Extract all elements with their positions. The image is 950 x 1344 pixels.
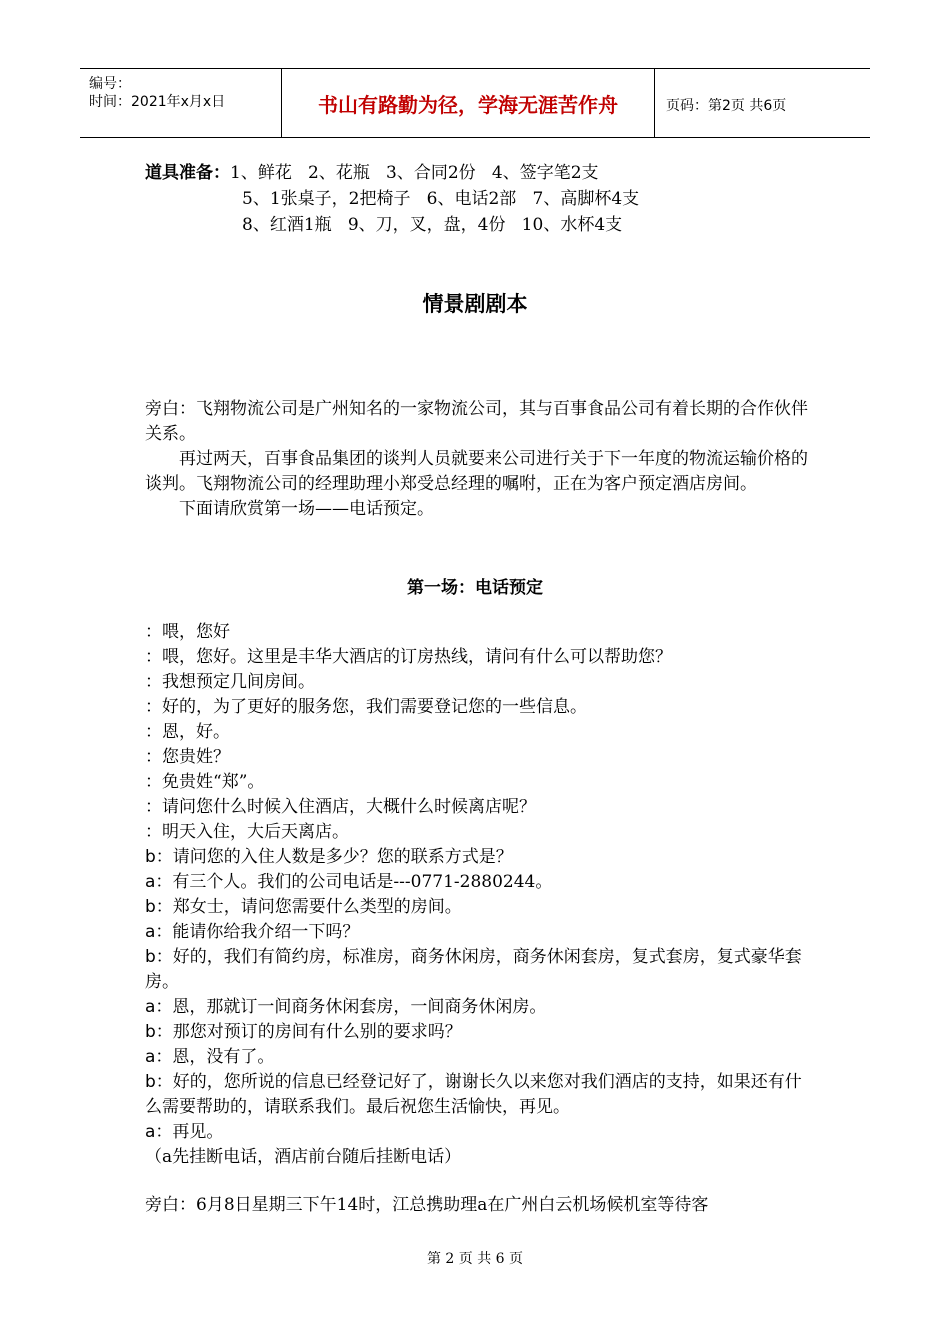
speaker-label: a (145, 997, 156, 1017)
intro-paragraph: 旁白：飞翔物流公司是广州知名的一家物流公司，其与百事食品公司有着长期的合作伙伴关系。 (145, 399, 808, 444)
dialog-text: ：那您对预订的房间有什么别的要求吗？ (155, 1022, 462, 1042)
intro-section (145, 397, 810, 522)
dialog-line (145, 1070, 810, 1120)
dialog-line (145, 1020, 810, 1045)
dialog-line (145, 895, 810, 920)
dialog-line (145, 945, 810, 995)
speaker-label: a (145, 872, 156, 892)
header-motto: 书山有路勤为径，学海无涯苦作舟 (318, 92, 618, 117)
header-meta (80, 69, 281, 137)
speaker-label: a (145, 1122, 156, 1142)
dialog-text: ：郑女士，请问您需要什么类型的房间。 (155, 897, 462, 917)
dialog-line (145, 870, 810, 895)
dialog-text: ：喂，您好 (145, 622, 230, 642)
dialog-text: ：我想预定几间房间。 (145, 672, 315, 692)
dialog-text: ：您贵姓？ (145, 747, 230, 767)
dialog-text: ：好的，为了更好的服务您，我们需要登记您的一些信息。 (145, 697, 587, 717)
header-table (80, 68, 870, 138)
dialog-text: ：明天入住，大后天离店。 (145, 822, 349, 842)
speaker-label: b (145, 847, 156, 867)
dialog-line (145, 920, 810, 945)
dialog-section (145, 620, 810, 1170)
dialog-text: ：请问您什么时候入住酒店，大概什么时候离店呢？ (145, 797, 536, 817)
speaker-label: b (145, 1022, 156, 1042)
dialog-text: ：恩，那就订一间商务休闲套房，一间商务休闲房。 (155, 997, 547, 1017)
speaker-label: b (145, 947, 156, 967)
speaker-label: a (145, 922, 156, 942)
props-label: 道具准备： (145, 163, 230, 183)
dialog-text: ：再见。 (155, 1122, 224, 1142)
speaker-label: a (145, 1047, 156, 1067)
dialog-line (145, 995, 810, 1020)
dialog-line (145, 620, 810, 645)
header-divider (654, 69, 655, 137)
dialog-line (145, 1145, 810, 1170)
dialog-line (145, 670, 810, 695)
dialog-text: ：能请你给我介绍一下吗？ (155, 922, 360, 942)
dialog-line (145, 720, 810, 745)
props-line-2: 5、1张桌子，2把椅子 6、电话2部 7、高脚杯4支 (242, 189, 640, 209)
dialog-text: （a先挂断电话，酒店前台随后挂断电话） (145, 1147, 462, 1167)
narration-paragraph: 旁白：6月8日星期三下午14时，江总携助理a在广州白云机场候机室等待客 (145, 1195, 709, 1215)
dialog-text: ：免贵姓“郑”。 (145, 772, 265, 792)
dialog-line (145, 1120, 810, 1145)
speaker-label: b (145, 897, 156, 917)
props-line-3: 8、红酒1瓶 9、刀，叉，盘，4份 10、水杯4支 (242, 215, 623, 235)
dialog-line (145, 795, 810, 820)
page-footer: 第 2 页 共 6 页 (426, 1251, 524, 1267)
dialog-line (145, 845, 810, 870)
scene-title: 第一场：电话预定 (407, 578, 543, 598)
dialog-text: ：恩，没有了。 (155, 1047, 275, 1067)
dialog-text: ：好的，您所说的信息已经登记好了，谢谢长久以来您对我们酒店的支持，如果还有什么需要帮助的，请联系我们。最后祝您生活愉快，再见。 (145, 1072, 802, 1117)
dialog-line (145, 745, 810, 770)
page-title: 情景剧剧本 (422, 292, 528, 316)
props-items-1: 1、鲜花 2、花瓶 3、合同2份 4、签字笔2支 (230, 163, 599, 183)
dialog-text: ：喂，您好。这里是丰华大酒店的订房热线，请问有什么可以帮助您？ (145, 647, 672, 667)
props-line-1 (145, 160, 639, 186)
dialog-text: ：恩，好。 (145, 722, 230, 742)
dialog-text: ：有三个人。我们的公司电话是---0771-2880244。 (155, 872, 553, 892)
dialog-line (145, 695, 810, 720)
intro-paragraph: 再过两天，百事食品集团的谈判人员就要来公司进行关于下一年度的物流运输价格的谈判。飞翔物流公司的经理助理小郑受总经理的嘱咐，正在为客户预定酒店房间。 (145, 449, 808, 494)
dialog-line (145, 645, 810, 670)
dialog-line (145, 820, 810, 845)
page-number-label: 页码：第2页 共6页 (666, 98, 787, 114)
speaker-label: b (145, 1072, 156, 1092)
dialog-line (145, 770, 810, 795)
dialog-text: ：好的，我们有简约房，标准房，商务休闲房，商务休闲套房，复式套房，复式豪华套房。 (145, 947, 802, 992)
dialog-line (145, 1045, 810, 1070)
code-label: 编号： (89, 76, 131, 92)
intro-paragraph: 下面请欣赏第一场——电话预定。 (179, 499, 434, 519)
props-section (145, 160, 639, 238)
dialog-text: ：请问您的入住人数是多少？您的联系方式是？ (155, 847, 513, 867)
date-label: 时间：2021年x月x日 (89, 94, 226, 110)
